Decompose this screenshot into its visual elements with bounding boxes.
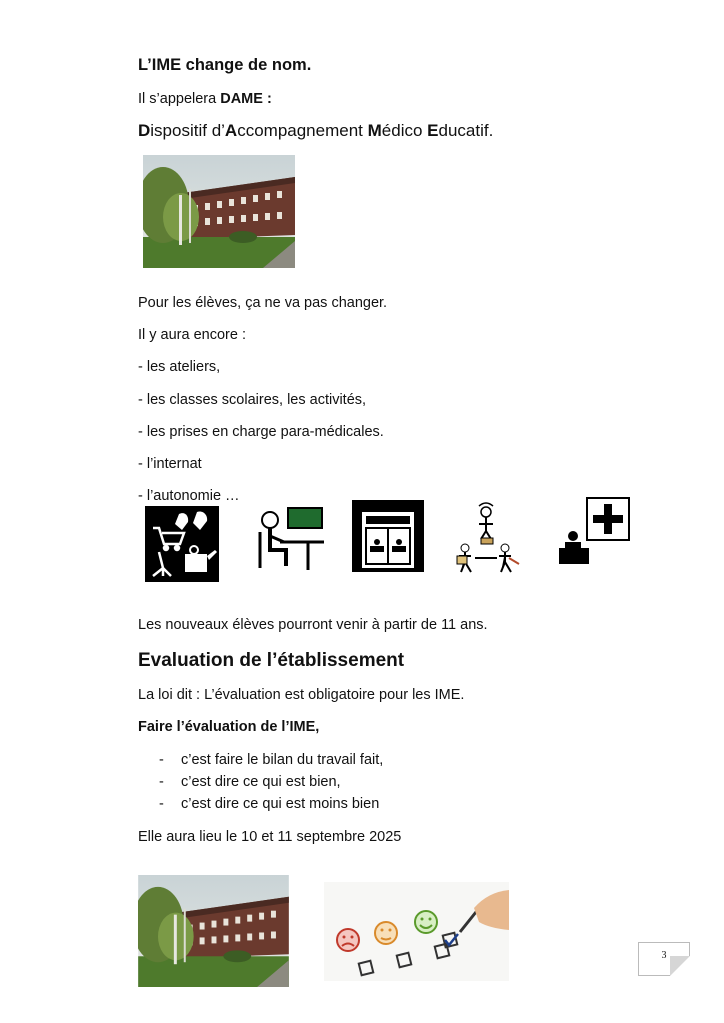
- list-item-text: c’est dire ce qui est moins bien: [181, 796, 380, 812]
- list-item: - l’internat: [138, 456, 202, 472]
- new-name: DAME: [220, 91, 263, 107]
- acronym-letter: D: [138, 121, 151, 140]
- acronym-letter: M: [367, 121, 382, 140]
- list-item: - les classes scolaires, les activités,: [138, 392, 367, 408]
- dash-bullet: -: [159, 774, 164, 790]
- evaluation-heading: Evaluation de l’établissement: [138, 650, 405, 671]
- rename-prefix: Il s’appelera: [138, 91, 221, 107]
- list-item: - les ateliers,: [138, 359, 221, 375]
- evaluation-date: Elle aura lieu le 10 et 11 septembre 2025: [138, 829, 402, 845]
- list-item: [159, 751, 383, 769]
- list-item: - l’autonomie …: [138, 488, 240, 504]
- law-text: La loi dit : L’évaluation est obligatoire pour les IME.: [138, 687, 465, 703]
- evaluation-subheading: Faire l’évaluation de l’IME,: [138, 719, 320, 735]
- no-change-text: Pour les élèves, ça ne va pas changer.: [138, 295, 388, 311]
- list-item-text: c’est faire le bilan du travail fait,: [181, 752, 384, 768]
- list-item-text: c’est dire ce qui est bien,: [181, 774, 341, 790]
- list-item: - les prises en charge para-médicales.: [138, 424, 384, 440]
- rename-suffix: :: [262, 91, 272, 107]
- acronym-rest: ispositif d’: [150, 121, 225, 140]
- page-number: 3: [661, 950, 667, 961]
- rename-line: [138, 90, 272, 108]
- classroom-student-icon: [258, 506, 326, 574]
- page-title: L’IME change de nom.: [138, 56, 312, 74]
- acronym-rest: ducatif.: [438, 121, 494, 140]
- list-item: [159, 773, 341, 791]
- building-photo: [138, 875, 289, 987]
- workshop-tools-icon: [145, 506, 219, 582]
- dash-bullet: -: [159, 796, 164, 812]
- building-photo: [143, 155, 295, 268]
- medical-care-icon: [557, 496, 631, 566]
- acronym-rest: édico: [381, 121, 428, 140]
- acronym-expansion: [138, 122, 493, 140]
- list-item: [159, 795, 379, 813]
- page-curl: [670, 956, 690, 976]
- dash-bullet: -: [159, 752, 164, 768]
- boarding-house-icon: [352, 500, 424, 572]
- still-intro: Il y aura encore :: [138, 327, 246, 343]
- acronym-letter: A: [224, 121, 238, 140]
- page-number-box: [638, 942, 690, 976]
- acronym-letter: E: [427, 121, 439, 140]
- acronym-rest: ccompagnement: [237, 121, 368, 140]
- satisfaction-survey-image: [324, 882, 509, 981]
- new-students-text: Les nouveaux élèves pourront venir à partir de 11 ans.: [138, 617, 488, 633]
- group-activity-icon: [455, 500, 521, 576]
